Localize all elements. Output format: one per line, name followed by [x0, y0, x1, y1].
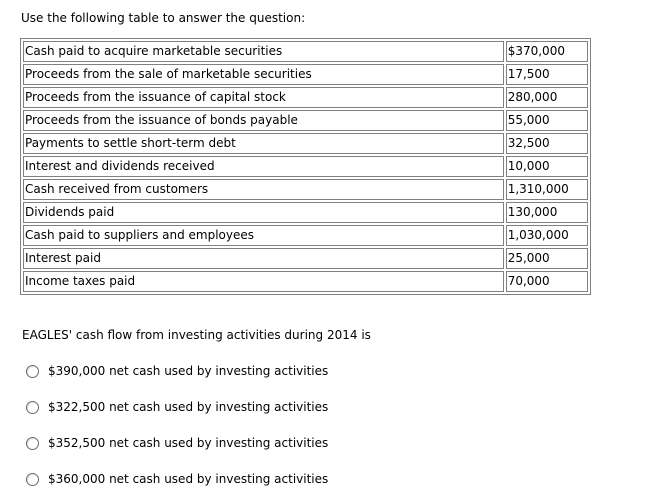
option-label: $352,500 net cash used by investing activities — [48, 436, 329, 450]
answer-option-1[interactable] — [26, 361, 328, 381]
row-label: Payments to settle short-term debt — [23, 133, 504, 154]
instructions-text: Use the following table to answer the question: — [21, 11, 306, 25]
row-label: Proceeds from the issuance of bonds payable — [23, 110, 504, 131]
row-amount: 55,000 — [506, 110, 588, 131]
row-label: Income taxes paid — [23, 271, 504, 292]
option-label: $322,500 net cash used by investing activities — [48, 400, 329, 414]
row-amount: 10,000 — [506, 156, 588, 177]
table-row — [23, 64, 588, 85]
table-row — [23, 133, 588, 154]
answer-option-2[interactable] — [26, 397, 328, 417]
row-label: Proceeds from the issuance of capital stock — [23, 87, 504, 108]
table-row — [23, 87, 588, 108]
radio-button[interactable] — [26, 365, 39, 378]
table-row — [23, 248, 588, 269]
row-label: Dividends paid — [23, 202, 504, 223]
row-label: Proceeds from the sale of marketable securities — [23, 64, 504, 85]
answer-option-3[interactable] — [26, 433, 328, 453]
radio-button[interactable] — [26, 401, 39, 414]
row-amount: 32,500 — [506, 133, 588, 154]
row-amount: 70,000 — [506, 271, 588, 292]
row-amount: 25,000 — [506, 248, 588, 269]
table-row — [23, 156, 588, 177]
table-row — [23, 41, 588, 62]
question-text: EAGLES' cash flow from investing activities during 2014 is — [22, 328, 371, 342]
row-amount: 130,000 — [506, 202, 588, 223]
row-label: Interest paid — [23, 248, 504, 269]
row-amount: 280,000 — [506, 87, 588, 108]
row-amount: 1,310,000 — [506, 179, 588, 200]
row-label: Cash paid to acquire marketable securities — [23, 41, 504, 62]
table-row — [23, 271, 588, 292]
answer-option-4[interactable] — [26, 469, 328, 489]
row-label: Cash paid to suppliers and employees — [23, 225, 504, 246]
option-label: $390,000 net cash used by investing activities — [48, 364, 329, 378]
row-amount: 17,500 — [506, 64, 588, 85]
radio-button[interactable] — [26, 437, 39, 450]
row-label: Cash received from customers — [23, 179, 504, 200]
option-label: $360,000 net cash used by investing activities — [48, 472, 329, 486]
table-row — [23, 110, 588, 131]
row-amount: 1,030,000 — [506, 225, 588, 246]
table-row — [23, 202, 588, 223]
row-amount: $370,000 — [506, 41, 588, 62]
row-label: Interest and dividends received — [23, 156, 504, 177]
radio-button[interactable] — [26, 473, 39, 486]
table-row — [23, 225, 588, 246]
table-row — [23, 179, 588, 200]
cash-flow-table — [20, 38, 591, 295]
